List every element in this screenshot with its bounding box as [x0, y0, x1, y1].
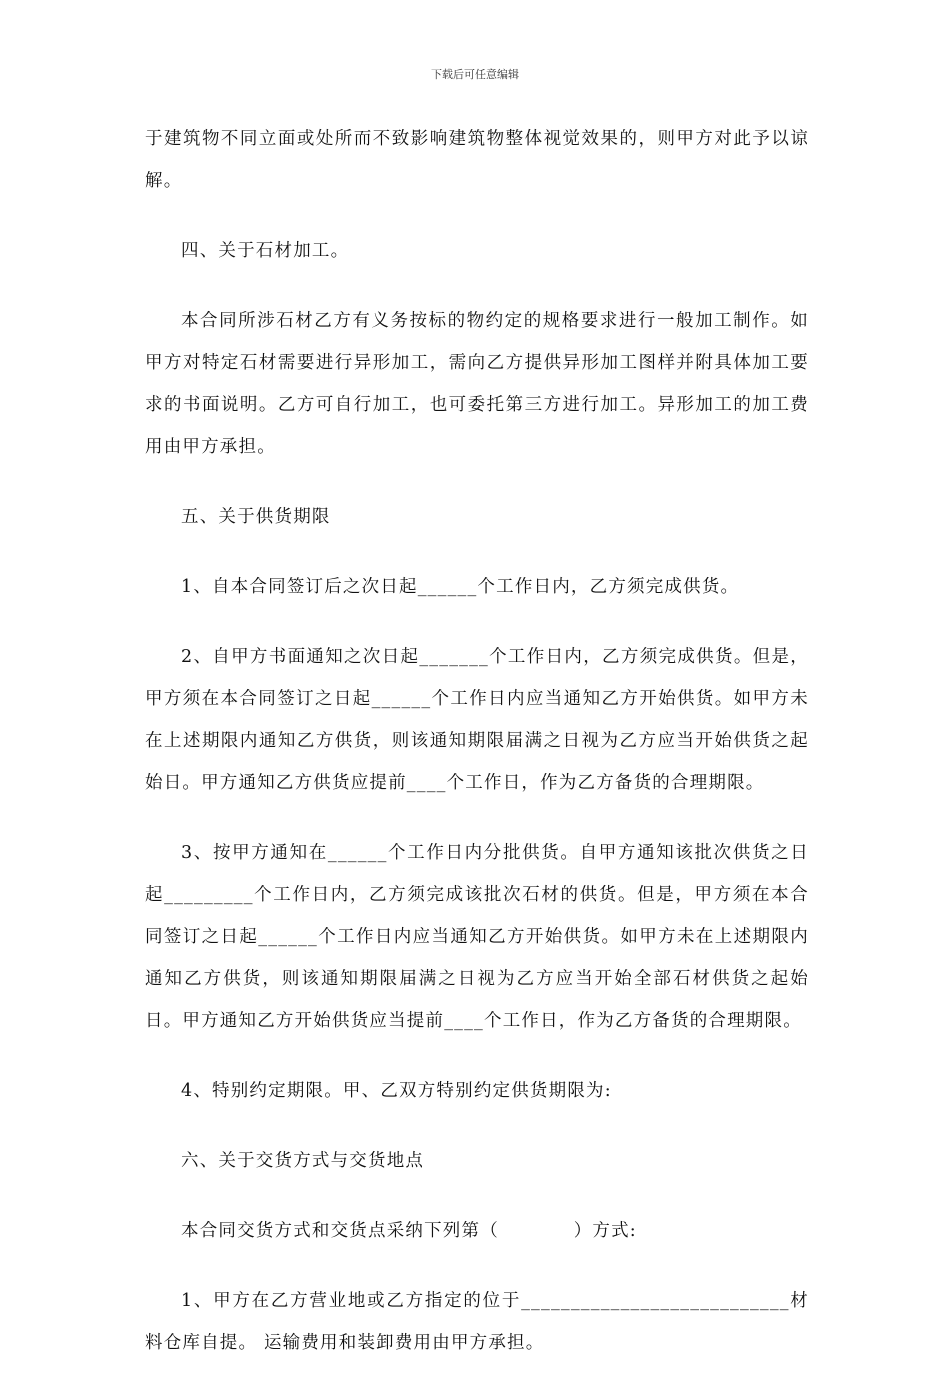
paragraph-stone-processing: 本合同所涉石材乙方有义务按标的物约定的规格要求进行一般加工制作。如甲方对特定石材需要进行异形加工，需向乙方提供异形加工图样并附具体加工要求的书面说明。乙方可自行加工，也可委托第三方进行加工。异形加工的加工费用由甲方承担。: [145, 311, 809, 457]
clause-supply-1: 1、自本合同签订后之次日起______个工作日内，乙方须完成供货。: [181, 577, 740, 597]
clause-supply-3: 3、按甲方通知在______个工作日内分批供货。自甲方通知该批次供货之日起_________个工作日内，乙方须完成该批次石材的供货。但是，甲方须在本合同签订之日起______个工作日内应当通知乙方开始供货。如甲方未在上述期限内通知乙方供货，则该通知期限届满之日视为乙方应当开始全部石材供货之起始日。甲方通知乙方开始供货应当提前____个工作日，作为乙方备货的合理期限。: [145, 843, 809, 1031]
section-heading-supply-period: 五、关于供货期限: [181, 507, 331, 527]
section-heading-delivery: 六、关于交货方式与交货地点: [181, 1151, 425, 1171]
clause-supply-2: 2、自甲方书面通知之次日起_______个工作日内，乙方须完成供货。但是，甲方须在本合同签订之日起______个工作日内应当通知乙方开始供货。如甲方未在上述期限内通知乙方供货，则该通知期限届满之日视为乙方应当开始供货之起始日。甲方通知乙方供货应提前____个工作日，作为乙方备货的合理期限。: [145, 647, 809, 793]
clause-supply-4: 4、特别约定期限。甲、乙双方特别约定供货期限为:: [181, 1081, 612, 1101]
section-heading-stone-processing: 四、关于石材加工。: [181, 241, 350, 261]
page-header: 下载后可任意编辑: [431, 68, 519, 81]
document-body: [145, 118, 809, 1392]
paragraph-continuation: 于建筑物不同立面或处所而不致影响建筑物整体视觉效果的，则甲方对此予以谅解。: [145, 129, 809, 191]
clause-delivery-1: 1、甲方在乙方营业地或乙方指定的位于___________________________材料仓库自提。 运输费用和装卸费用由甲方承担。: [145, 1291, 809, 1353]
paragraph-delivery-method: 本合同交货方式和交货点采纳下列第（ ）方式:: [181, 1221, 637, 1241]
